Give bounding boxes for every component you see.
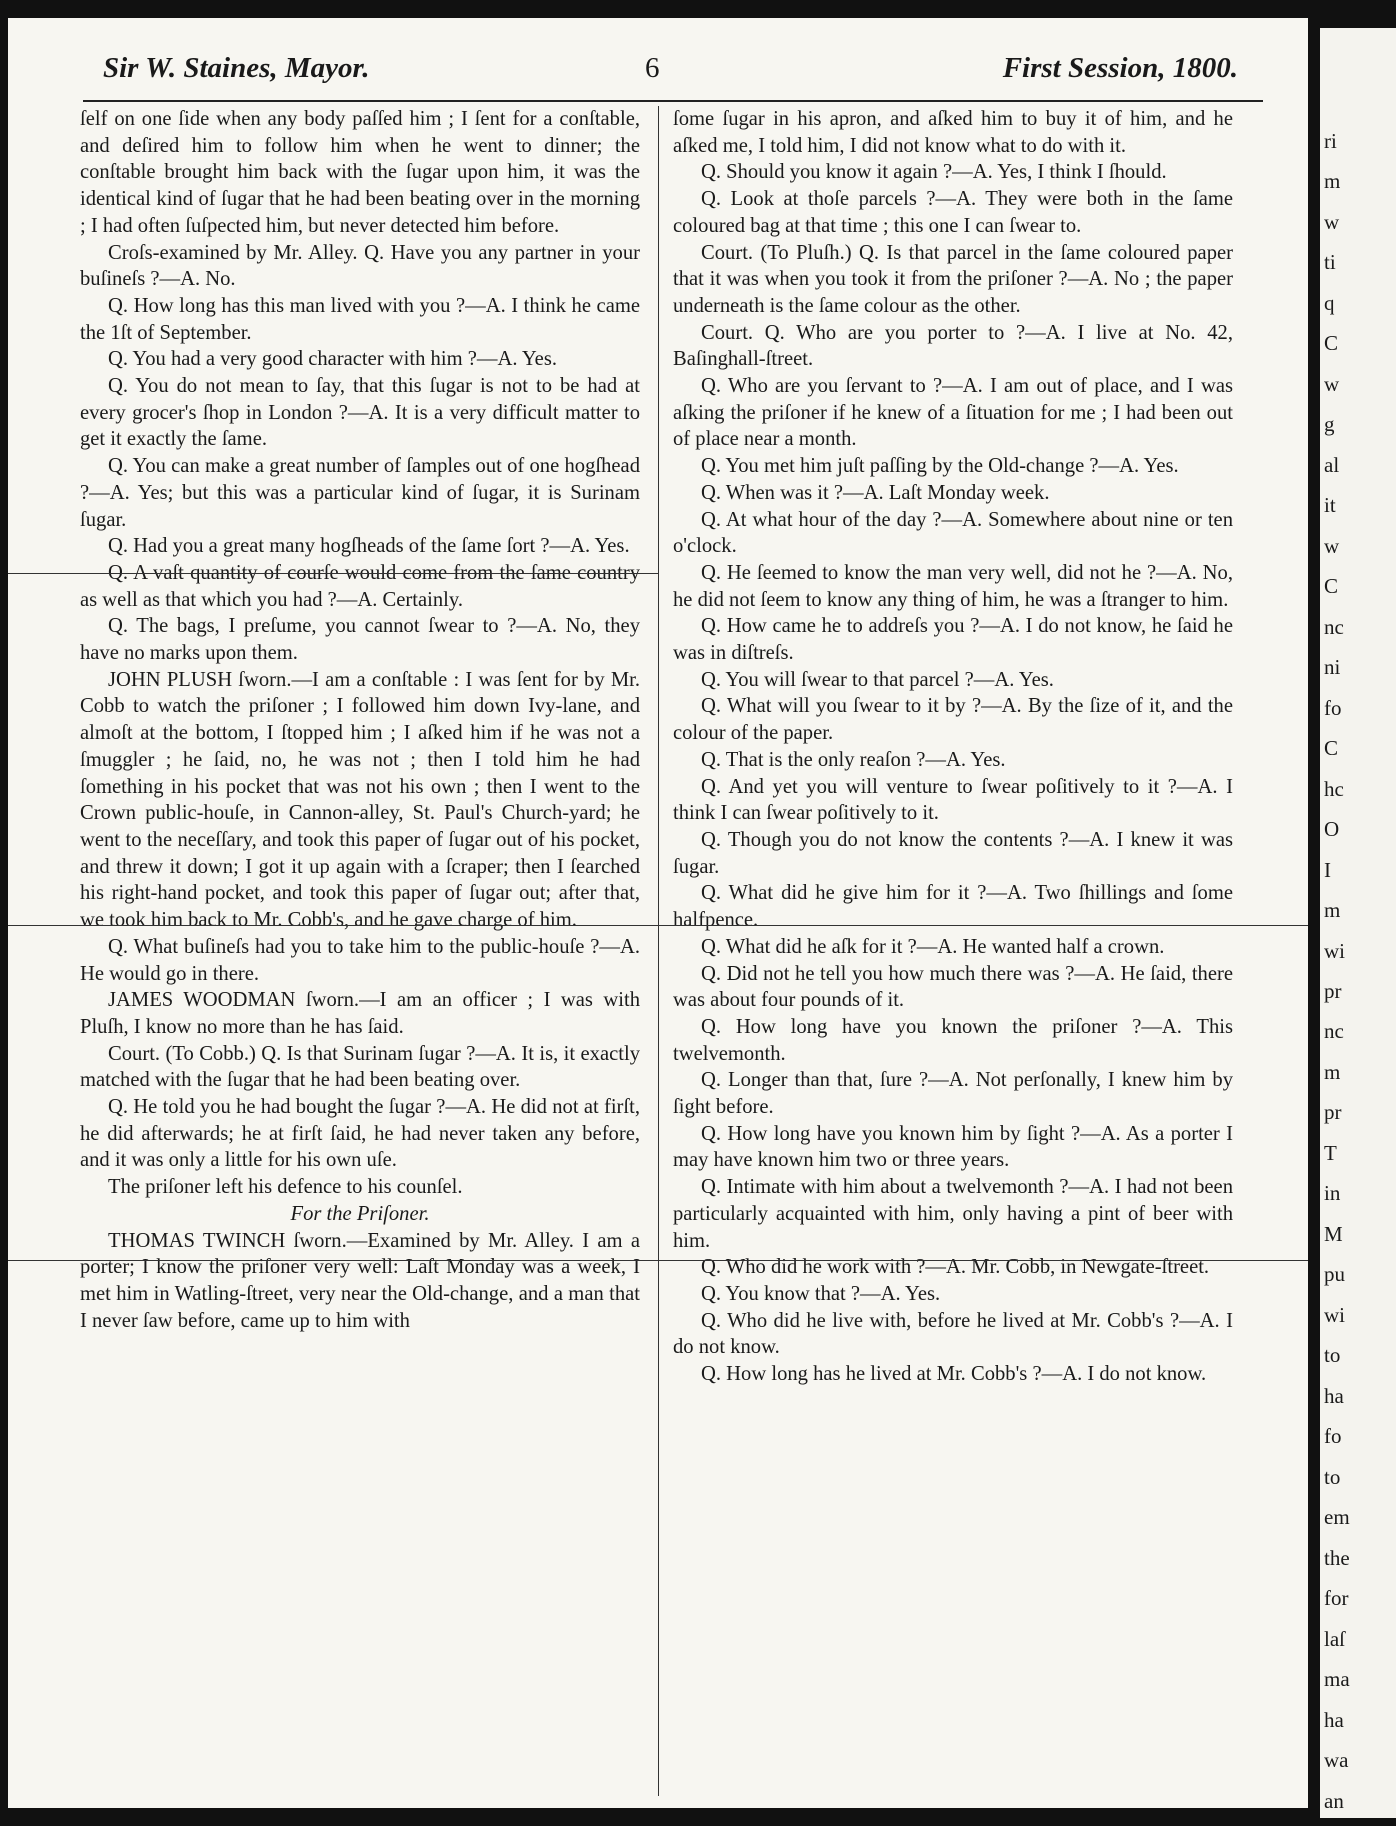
fragment-text: the [1324,1545,1350,1570]
fragment-text: nc [1324,614,1344,639]
paragraph: Croſs-examined by Mr. Alley. Q. Have you any partner in your buſineſs ?—A. No. [80,241,640,291]
fragment-text: O [1324,817,1340,842]
paragraph: Q. Though you do not know the contents ?—A. I knew it was ſugar. [673,828,1233,878]
paragraph: Q. He ſeemed to know the man very well, did not he ?—A. No, he did not ſeem to know any thing of him, he was a ſtranger to him. [673,561,1233,611]
paragraph: ſome ſugar in his apron, and aſked him to buy it of him, and he aſked me, I told him, I did not know what to do with it. [673,108,1233,157]
fragment-text: ri [1324,129,1337,153]
paragraph: Court. (To Cobb.) Q. Is that Surinam ſugar ?—A. It is, it exactly matched with the ſugar that he had been beating over. [80,1042,640,1092]
fragment-text: wi [1324,1302,1345,1327]
header-mayor: Sir W. Staines, Mayor. [103,52,370,84]
paragraph: Q. What did he give him for it ?—A. Two ſhillings and ſome halfpence. [673,882,1233,932]
paragraph: Q. He told you he had bought the ſugar ?—A. He did not at firſt, he did afterwards; he at firſt ſaid, he had never taken any before, and it was only a little for his own uſe. [80,1096,640,1172]
fragment-text: T [1324,1140,1337,1165]
paragraph: Q. You will ſwear to that parcel ?—A. Yes. [701,668,1054,691]
paragraph: Q. At what hour of the day ?—A. Somewhere about nine or ten o'clock. [673,508,1233,558]
fragment-text: m [1324,169,1341,194]
paragraph: Q. You met him juſt paſſing by the Old-change ?—A. Yes. [701,455,1179,478]
fragment-text: w [1324,371,1340,396]
paragraph: The priſoner left his defence to his counſel. [108,1176,463,1199]
fragment-text: to [1324,1464,1341,1489]
fragment-text: ni [1324,655,1341,680]
paragraph: THOMAS TWINCH ſworn.—Examined by Mr. Alley. I am a porter; I know the priſoner very well: Laſt Monday was a week, I met him in Watling-ſtreet, very near the Old-change, and a man that I never ſaw before, came up to him with [80,1229,640,1332]
fragment-text: M [1324,1221,1343,1246]
paragraph: Q. You had a very good character with him ?—A. Yes. [108,348,557,371]
paragraph: Q. You know that ?—A. Yes. [701,1282,941,1305]
fragment-text: ha [1324,1707,1344,1732]
paragraph: Q. Who did he work with ?—A. Mr. Cobb, in Newgate-ſtreet. [701,1256,1210,1279]
paragraph: Q. What buſineſs had you to take him to the public-houſe ?—A. He would go in there. [80,935,640,985]
paragraph: Q. Who are you ſervant to ?—A. I am out of place, and I was aſking the priſoner if he knew of a ſituation for me ; I had been out of place near a month. [673,375,1233,451]
paragraph: Q. And yet you will venture to ſwear poſitively to it ?—A. I think I can ſwear poſitively to it. [673,775,1233,825]
paragraph: Q. The bags, I preſume, you cannot ſwear to ?—A. No, they have no marks upon them. [80,615,640,665]
fragment-text: pr [1324,979,1342,1003]
paragraph: Q. How long has this man lived with you ?—A. I think he came the 1ſt of September. [80,294,640,344]
fragment-text: C [1324,331,1339,356]
paragraph: Q. How long has he lived at Mr. Cobb's ?—A. I do not know. [701,1363,1207,1386]
paragraph: Q. Had you a great many hogſheads of the ſame ſort ?—A. Yes. [108,535,630,558]
paragraph: Q. You do not mean to ſay, that this ſugar is not to be had at every grocer's ſhop in London ?—A. It is a very difficult matter to get it exactly the ſame. [80,375,640,451]
paragraph: Q. Should you know it again ?—A. Yes, I think I ſhould. [701,161,1167,184]
fragment-text: m [1324,898,1341,923]
fragment-text: em [1324,1505,1350,1530]
right-column [673,106,1233,1388]
paragraph: Q. Intimate with him about a twelvemonth ?—A. I had not been particularly acquainted with him, only having a pint of beer with him. [673,1176,1233,1252]
paragraph: Q. Who did he live with, before he lived at Mr. Cobb's ?—A. I do not know. [673,1309,1233,1359]
fragment-text: fo [1324,695,1342,720]
fragment-text: ma [1324,1667,1350,1692]
fragment-text: to [1324,1343,1341,1368]
fragment-text: it [1324,493,1336,518]
fragment-text: pr [1324,1100,1342,1125]
fragment-text: I [1324,857,1331,882]
fragment-text: w [1324,209,1340,234]
fragment-text: laſ [1324,1626,1345,1651]
paragraph: ſelf on one ſide when any body paſſed him ; I ſent for a conſtable, and deſired him to follow him when he went to dinner; the conſtable brought him back with the ſugar upon him, it was the identical kind of ſugar that he had been beating over in the morning ; I had often ſuſpected him, but never detected him before. [80,108,640,237]
scan-crease-line [8,925,1308,926]
adjacent-page-fragment [1320,28,1396,1818]
fragment-text: wa [1324,1748,1349,1773]
paragraph: Q. When was it ?—A. Laſt Monday week. [701,481,1050,504]
scan-crease-line [8,1260,1308,1261]
paragraph: For the Priſoner. [290,1202,430,1225]
paragraph: Q. What will you ſwear to it by ?—A. By the ſize of it, and the colour of the paper. [673,695,1233,745]
fragment-text: fo [1324,1424,1342,1449]
header-rule [83,100,1263,102]
paragraph: Court. Q. Who are you porter to ?—A. I live at No. 42, Baſinghall-ſtreet. [673,321,1233,371]
fragment-text: hc [1324,776,1344,801]
page-number: 6 [645,52,660,84]
paragraph: Q. What did he aſk for it ?—A. He wanted half a crown. [701,935,1165,958]
paragraph: JAMES WOODMAN ſworn.—I am an officer ; I was with Pluſh, I know no more than he has ſaid. [80,989,640,1038]
running-header [103,48,1238,96]
scan-crease-line [8,573,658,574]
fragment-text: C [1324,736,1339,761]
paragraph: JOHN PLUSH ſworn.—I am a conſtable : I was ſent for by Mr. Cobb to watch the priſoner ; I followed him down Ivy-lane, and almoſt at the bottom, I ſtopped him ; I aſked him if he was not a ſmuggler ; he ſaid, no, he was not ; then I told him he had ſomething in his pocket that was not his own ; then I went to the Crown public-houſe, in Cannon-alley, St. Paul's Church-yard; he went to the neceſſary, and took this paper of ſugar out of his pocket, and threw it down; I got it up again with a ſcraper; then I ſearched his right-hand pocket, and took this paper of ſugar out; after that, we took him back to Mr. Cobb's, and he gave charge of him. [80,668,640,932]
document-page [8,18,1308,1808]
fragment-text: al [1324,452,1340,477]
paragraph: Q. You can make a great number of ſamples out of one hogſhead ?—A. Yes; but this was a particular kind of ſugar, it is Surinam ſugar. [80,455,640,531]
fragment-text: wi [1324,938,1345,963]
fragment-text: pu [1324,1262,1345,1287]
fragment-text: w [1324,533,1340,558]
left-column [80,106,640,1334]
paragraph: Q. Did not he tell you how much there was ?—A. He ſaid, there was about four pounds of it. [673,962,1233,1012]
fragment-text: C [1324,574,1339,599]
paragraph: Q. How long have you known him by ſight ?—A. As a porter I may have known him two or three years. [673,1122,1233,1172]
paragraph: Q. That is the only reaſon ?—A. Yes. [701,748,1006,771]
fragment-text: nc [1324,1019,1344,1044]
fragment-text: ti [1324,250,1336,275]
paragraph: Q. Look at thoſe parcels ?—A. They were both in the ſame coloured bag at that time ; this one I can ſwear to. [673,188,1233,237]
fragment-text: g [1324,412,1335,437]
paragraph: Q. How long have you known the priſoner ?—A. This twelvemonth. [673,1015,1233,1065]
fragment-text: for [1324,1586,1349,1611]
column-divider [658,106,659,1796]
fragment-text: m [1324,1059,1341,1084]
paragraph: Court. (To Pluſh.) Q. Is that parcel in the ſame coloured paper that it was when you took it from the priſoner ?—A. No ; the paper underneath is the ſame colour as the other. [673,241,1233,317]
header-session: First Session, 1800. [1002,52,1238,84]
fragment-text: an [1324,1788,1344,1813]
fragment-text: q [1324,290,1335,315]
paragraph: Q. How came he to addreſs you ?—A. I do not know, he ſaid he was in diſtreſs. [673,615,1233,665]
fragment-text: in [1324,1181,1341,1206]
fragment-text: ha [1324,1383,1344,1408]
paragraph: Q. Longer than that, ſure ?—A. Not perſonally, I knew him by ſight before. [673,1069,1233,1119]
paragraph: Q. A vaſt quantity of courſe would come from the ſame country as well as that which you had ?—A. Certainly. [80,561,640,611]
